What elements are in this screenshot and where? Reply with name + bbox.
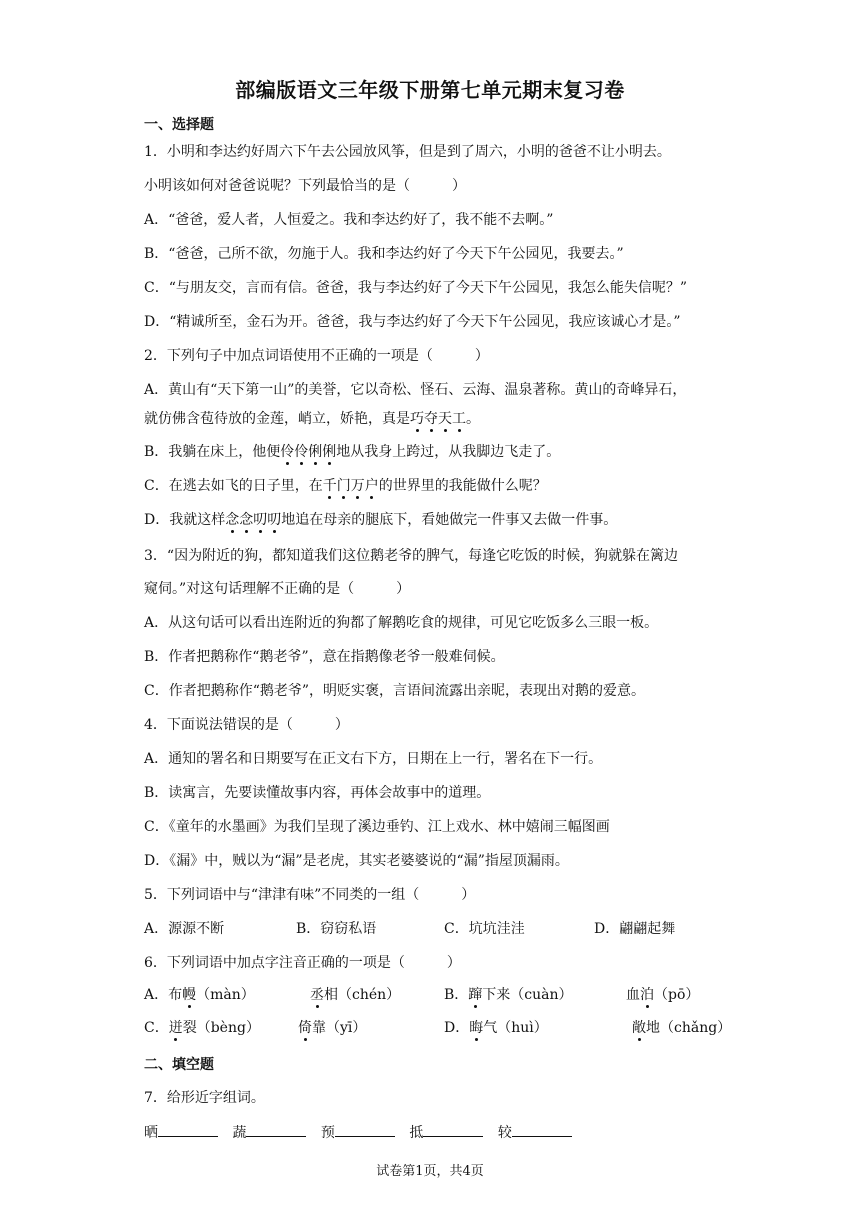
dotted-char: 工 [452, 411, 466, 427]
q1-option-a: A．“爸爸，爱人者，人恒爱之。我和李达约好了，我不能不去啊。” [144, 212, 554, 228]
q6-option-d-word2: 敞地（chǎng） [632, 1020, 732, 1036]
page-footer: 试卷第1页，共4页 [376, 1164, 484, 1179]
dotted-char: 念 [225, 512, 240, 528]
q2-option-d: D．我就这样念念叨叨地追在母亲的腿底下，看她做完一件事又去做一件事。 [144, 512, 618, 528]
answer-blank[interactable] [335, 1122, 395, 1137]
dotted-char: 天 [438, 411, 452, 427]
dotted-char: 晦 [469, 1020, 484, 1036]
dotted-char: 千 [322, 478, 337, 494]
q2-option-b: B．我躺在床上，他便伶伶俐俐地从我身上跨过，从我脚边飞走了。 [144, 444, 561, 460]
q1-stem-line1: 1．小明和李达约好周六下午去公园放风筝，但是到了周六，小明的爸爸不让小明去。 [144, 144, 671, 160]
q7-char: 抵 [409, 1125, 424, 1141]
q6-option-b-word2: 血泊（pō） [626, 987, 700, 1003]
q1-stem-line2: 小明该如何对爸爸说呢？下列最恰当的是（ ） [144, 178, 466, 194]
q5-stem: 5．下列词语中与“津津有味”不同类的一组（ ） [144, 887, 476, 903]
dotted-word [410, 411, 466, 427]
q6-stem: 6．下列词语中加点字注音正确的一项是（ ） [144, 955, 461, 971]
q7-blanks [144, 1122, 582, 1143]
dotted-char: 万 [350, 478, 365, 494]
dotted-word [323, 478, 379, 494]
q6-option-c-word2: 倚靠（yī） [298, 1020, 367, 1036]
dotted-char: 叨 [267, 512, 282, 528]
q6-option-c-word1: C．迸裂（bèng） [144, 1020, 260, 1036]
q4-option-c: C．《童年的水墨画》为我们呈现了溪边垂钓、江上戏水、林中嬉闹三幅图画 [144, 819, 610, 835]
answer-blank[interactable] [512, 1122, 572, 1137]
dotted-char: 倚 [298, 1020, 312, 1036]
q7-char: 蔬 [232, 1125, 247, 1141]
q2-option-c: C．在逃去如飞的日子里，在千门万户的世界里的我能做什么呢？ [144, 478, 547, 494]
dotted-char: 伶 [280, 444, 295, 460]
q5-option-b: B．窃窃私语 [296, 921, 377, 937]
q2-option-a-line2: 就仿佛含苞待放的金莲，峭立，娇艳，真是巧夺天工。 [144, 411, 480, 427]
dotted-char: 蹿 [468, 987, 483, 1003]
q3-option-a: A．从这句话可以看出连附近的狗都了解鹅吃食的规律，可见它吃饭多么三眼一板。 [144, 615, 659, 631]
answer-blank[interactable] [158, 1122, 218, 1137]
dotted-word [225, 512, 281, 528]
q5-option-c: C．坑坑洼洼 [444, 921, 525, 937]
q4-option-a: A．通知的署名和日期要写在正文右下方，日期在上一行，署名在下一行。 [144, 751, 603, 767]
dotted-char: 伶 [294, 444, 309, 460]
q7-char: 晒 [144, 1125, 158, 1141]
q6-option-a-word2: 丞相（chén） [310, 987, 401, 1003]
q4-stem: 4．下面说法错误的是（ ） [144, 717, 349, 733]
dotted-char: 迸 [168, 1020, 183, 1036]
dotted-char: 门 [336, 478, 351, 494]
dotted-char: 巧 [410, 411, 424, 427]
q3-stem-line1: 3．“因为附近的狗，都知道我们这位鹅老爷的脾气，每逢它吃饭的时候，狗就躲在篱边 [144, 548, 679, 564]
dotted-word [280, 444, 336, 460]
dotted-char: 俐 [308, 444, 323, 460]
section-heading-fill: 二、填空题 [144, 1057, 214, 1073]
q2-stem: 2．下列句子中加点词语使用不正确的一项是（ ） [144, 348, 489, 364]
q4-option-b: B．读寓言，先要读懂故事内容，再体会故事中的道理。 [144, 785, 491, 801]
dotted-char: 叨 [253, 512, 268, 528]
q7-char: 预 [320, 1125, 335, 1141]
section-heading-choice: 一、选择题 [144, 117, 214, 133]
q5-option-a: A．源源不断 [144, 921, 225, 937]
q3-option-b: B．作者把鹅称作“鹅老爷”，意在指鹅像老爷一般难伺候。 [144, 649, 505, 665]
dotted-char: 敞 [632, 1020, 646, 1036]
dotted-char: 户 [364, 478, 379, 494]
q3-stem-line2: 窥伺。”对这句话理解不正确的是（ ） [144, 581, 411, 597]
page-title: 部编版语文三年级下册第七单元期末复习卷 [235, 78, 625, 102]
answer-blank[interactable] [423, 1122, 483, 1137]
q2-option-a-line1: A．黄山有“天下第一山”的美誉，它以奇松、怪石、云海、温泉著称。黄山的奇峰异石， [144, 382, 687, 398]
dotted-char: 幔 [182, 987, 197, 1003]
q6-option-a-word1: A．布幔（màn） [144, 987, 255, 1003]
q6-option-b-word1: B．蹿下来（cuàn） [444, 987, 573, 1003]
q5-option-d: D．翩翩起舞 [594, 921, 676, 937]
q1-option-c: C．“与朋友交，言而有信。爸爸，我与李达约好了今天下午公园见，我怎么能失信呢？” [144, 280, 688, 296]
dotted-char: 丞 [310, 987, 324, 1003]
dotted-char: 念 [239, 512, 254, 528]
q7-char: 较 [497, 1125, 512, 1141]
dotted-char: 泊 [640, 987, 654, 1003]
q1-option-d: D．“精诚所至，金石为开。爸爸，我与李达约好了今天下午公园见，我应该诚心才是。” [144, 314, 681, 330]
answer-blank[interactable] [246, 1122, 306, 1137]
dotted-char: 夺 [424, 411, 438, 427]
q1-option-b: B．“爸爸，己所不欲，勿施于人。我和李达约好了今天下午公园见，我要去。” [144, 246, 624, 262]
q7-stem: 7．给形近字组词。 [144, 1090, 265, 1106]
q3-option-c: C．作者把鹅称作“鹅老爷”，明贬实褒，言语间流露出亲昵，表现出对鹅的爱意。 [144, 683, 646, 699]
dotted-char: 俐 [322, 444, 337, 460]
q6-option-d-word1: D．晦气（huì） [444, 1020, 548, 1036]
q4-option-d: D．《漏》中，贼以为“漏”是老虎，其实老婆婆说的“漏”指屋顶漏雨。 [144, 853, 569, 869]
